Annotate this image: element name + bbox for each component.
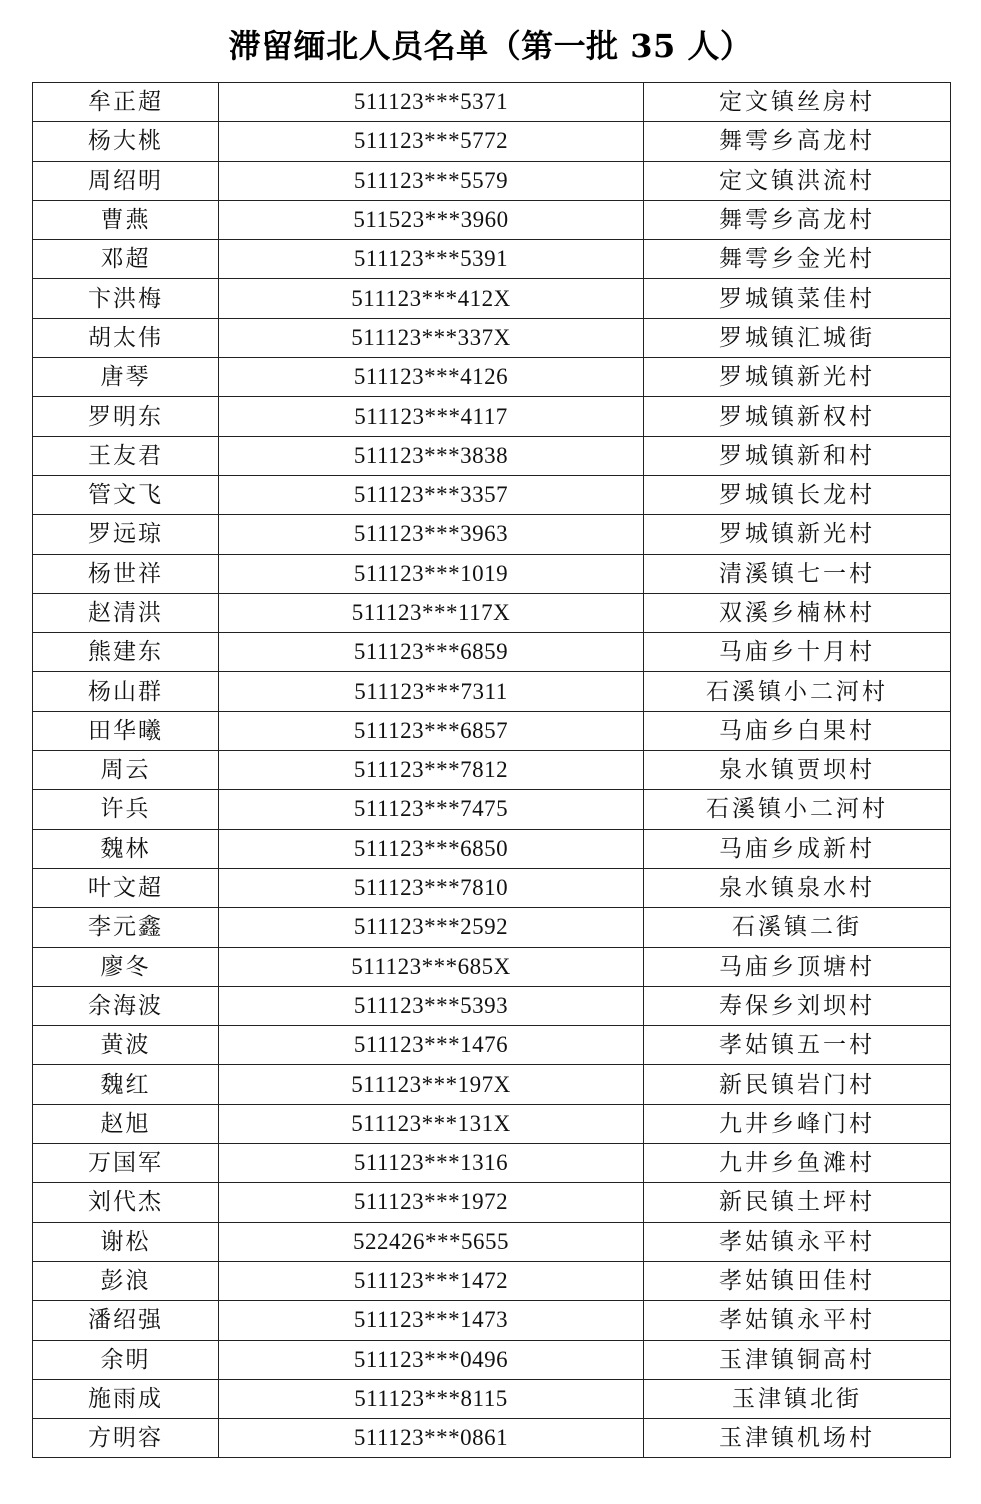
id-number-cell: 511123***8115: [219, 1379, 644, 1418]
table-row: [33, 908, 951, 947]
table-row: [33, 83, 951, 122]
person-name-cell: 谢松: [33, 1222, 219, 1261]
address-cell: 新民镇岩门村: [644, 1065, 951, 1104]
id-number-cell: 522426***5655: [219, 1222, 644, 1261]
address-cell: 罗城镇新光村: [644, 515, 951, 554]
id-number-cell: 511123***1476: [219, 1026, 644, 1065]
id-number-cell: 511123***7810: [219, 868, 644, 907]
address-cell: 孝姑镇五一村: [644, 1026, 951, 1065]
id-number-cell: 511123***3963: [219, 515, 644, 554]
id-number-cell: 511123***5579: [219, 161, 644, 200]
id-number-cell: 511123***5772: [219, 122, 644, 161]
table-row: [33, 1379, 951, 1418]
id-number-cell: 511123***117X: [219, 593, 644, 632]
table-row: [33, 200, 951, 239]
person-name-cell: 李元鑫: [33, 908, 219, 947]
table-row: [33, 593, 951, 632]
person-name-cell: 杨大桃: [33, 122, 219, 161]
table-row: [33, 711, 951, 750]
address-cell: 泉水镇贾坝村: [644, 751, 951, 790]
person-name-cell: 施雨成: [33, 1379, 219, 1418]
id-number-cell: 511123***1472: [219, 1261, 644, 1300]
address-cell: 寿保乡刘坝村: [644, 986, 951, 1025]
table-row: [33, 1340, 951, 1379]
person-name-cell: 罗明东: [33, 397, 219, 436]
table-row: [33, 397, 951, 436]
person-name-cell: 万国军: [33, 1144, 219, 1183]
address-cell: 玉津镇北街: [644, 1379, 951, 1418]
roster-table-body: [33, 83, 951, 1458]
person-name-cell: 王友君: [33, 436, 219, 475]
person-name-cell: 魏林: [33, 829, 219, 868]
address-cell: 双溪乡楠林村: [644, 593, 951, 632]
table-row: [33, 868, 951, 907]
table-row: [33, 475, 951, 514]
address-cell: 罗城镇汇城街: [644, 318, 951, 357]
address-cell: 石溪镇小二河村: [644, 790, 951, 829]
person-name-cell: 唐琴: [33, 358, 219, 397]
person-name-cell: 余海波: [33, 986, 219, 1025]
id-number-cell: 511123***1316: [219, 1144, 644, 1183]
address-cell: 孝姑镇永平村: [644, 1301, 951, 1340]
person-name-cell: 曹燕: [33, 200, 219, 239]
table-row: [33, 318, 951, 357]
table-row: [33, 633, 951, 672]
person-name-cell: 杨山群: [33, 672, 219, 711]
id-number-cell: 511123***337X: [219, 318, 644, 357]
table-row: [33, 1183, 951, 1222]
person-name-cell: 熊建东: [33, 633, 219, 672]
address-cell: 孝姑镇田佳村: [644, 1261, 951, 1300]
address-cell: 舞雩乡高龙村: [644, 122, 951, 161]
address-cell: 罗城镇新光村: [644, 358, 951, 397]
address-cell: 马庙乡白果村: [644, 711, 951, 750]
person-name-cell: 赵旭: [33, 1104, 219, 1143]
id-number-cell: 511123***1473: [219, 1301, 644, 1340]
document-title: 滞留缅北人员名单（第一批 35 人）: [228, 27, 753, 65]
table-row: [33, 672, 951, 711]
person-name-cell: 杨世祥: [33, 554, 219, 593]
address-cell: 定文镇洪流村: [644, 161, 951, 200]
id-number-cell: 511123***685X: [219, 947, 644, 986]
person-name-cell: 周云: [33, 751, 219, 790]
id-number-cell: 511123***6850: [219, 829, 644, 868]
address-cell: 玉津镇铜高村: [644, 1340, 951, 1379]
address-cell: 定文镇丝房村: [644, 83, 951, 122]
person-name-cell: 潘绍强: [33, 1301, 219, 1340]
id-number-cell: 511123***0861: [219, 1419, 644, 1458]
id-number-cell: 511123***4126: [219, 358, 644, 397]
address-cell: 九井乡峰门村: [644, 1104, 951, 1143]
person-name-cell: 叶文超: [33, 868, 219, 907]
address-cell: 罗城镇新权村: [644, 397, 951, 436]
person-name-cell: 牟正超: [33, 83, 219, 122]
table-row: [33, 1301, 951, 1340]
address-cell: 石溪镇二街: [644, 908, 951, 947]
address-cell: 九井乡鱼滩村: [644, 1144, 951, 1183]
person-name-cell: 卞洪梅: [33, 279, 219, 318]
table-row: [33, 1222, 951, 1261]
table-row: [33, 554, 951, 593]
id-number-cell: 511123***1019: [219, 554, 644, 593]
id-number-cell: 511123***5393: [219, 986, 644, 1025]
id-number-cell: 511123***412X: [219, 279, 644, 318]
person-name-cell: 许兵: [33, 790, 219, 829]
person-name-cell: 罗远琼: [33, 515, 219, 554]
roster-table: [32, 82, 951, 1458]
table-row: [33, 1026, 951, 1065]
table-row: [33, 829, 951, 868]
table-row: [33, 436, 951, 475]
address-cell: 马庙乡成新村: [644, 829, 951, 868]
id-number-cell: 511523***3960: [219, 200, 644, 239]
table-row: [33, 240, 951, 279]
table-row: [33, 515, 951, 554]
id-number-cell: 511123***131X: [219, 1104, 644, 1143]
id-number-cell: 511123***197X: [219, 1065, 644, 1104]
person-name-cell: 邓超: [33, 240, 219, 279]
table-row: [33, 122, 951, 161]
id-number-cell: 511123***7475: [219, 790, 644, 829]
person-name-cell: 刘代杰: [33, 1183, 219, 1222]
person-name-cell: 田华曦: [33, 711, 219, 750]
id-number-cell: 511123***1972: [219, 1183, 644, 1222]
address-cell: 舞雩乡金光村: [644, 240, 951, 279]
person-name-cell: 黄波: [33, 1026, 219, 1065]
table-row: [33, 1144, 951, 1183]
id-number-cell: 511123***6859: [219, 633, 644, 672]
person-name-cell: 赵清洪: [33, 593, 219, 632]
person-name-cell: 廖冬: [33, 947, 219, 986]
table-row: [33, 1065, 951, 1104]
id-number-cell: 511123***5391: [219, 240, 644, 279]
person-name-cell: 余明: [33, 1340, 219, 1379]
person-name-cell: 魏红: [33, 1065, 219, 1104]
table-row: [33, 358, 951, 397]
table-row: [33, 751, 951, 790]
address-cell: 石溪镇小二河村: [644, 672, 951, 711]
address-cell: 清溪镇七一村: [644, 554, 951, 593]
person-name-cell: 管文飞: [33, 475, 219, 514]
id-number-cell: 511123***6857: [219, 711, 644, 750]
person-name-cell: 方明容: [33, 1419, 219, 1458]
table-row: [33, 986, 951, 1025]
id-number-cell: 511123***7311: [219, 672, 644, 711]
id-number-cell: 511123***4117: [219, 397, 644, 436]
address-cell: 新民镇土坪村: [644, 1183, 951, 1222]
table-row: [33, 279, 951, 318]
address-cell: 罗城镇新和村: [644, 436, 951, 475]
table-row: [33, 1261, 951, 1300]
address-cell: 马庙乡十月村: [644, 633, 951, 672]
address-cell: 舞雩乡高龙村: [644, 200, 951, 239]
table-row: [33, 1419, 951, 1458]
table-row: [33, 1104, 951, 1143]
table-row: [33, 790, 951, 829]
table-row: [33, 161, 951, 200]
id-number-cell: 511123***3357: [219, 475, 644, 514]
id-number-cell: 511123***7812: [219, 751, 644, 790]
address-cell: 马庙乡顶塘村: [644, 947, 951, 986]
address-cell: 孝姑镇永平村: [644, 1222, 951, 1261]
id-number-cell: 511123***5371: [219, 83, 644, 122]
table-row: [33, 947, 951, 986]
id-number-cell: 511123***3838: [219, 436, 644, 475]
id-number-cell: 511123***0496: [219, 1340, 644, 1379]
id-number-cell: 511123***2592: [219, 908, 644, 947]
person-name-cell: 周绍明: [33, 161, 219, 200]
address-cell: 罗城镇菜佳村: [644, 279, 951, 318]
address-cell: 玉津镇机场村: [644, 1419, 951, 1458]
person-name-cell: 彭浪: [33, 1261, 219, 1300]
person-name-cell: 胡太伟: [33, 318, 219, 357]
address-cell: 罗城镇长龙村: [644, 475, 951, 514]
address-cell: 泉水镇泉水村: [644, 868, 951, 907]
